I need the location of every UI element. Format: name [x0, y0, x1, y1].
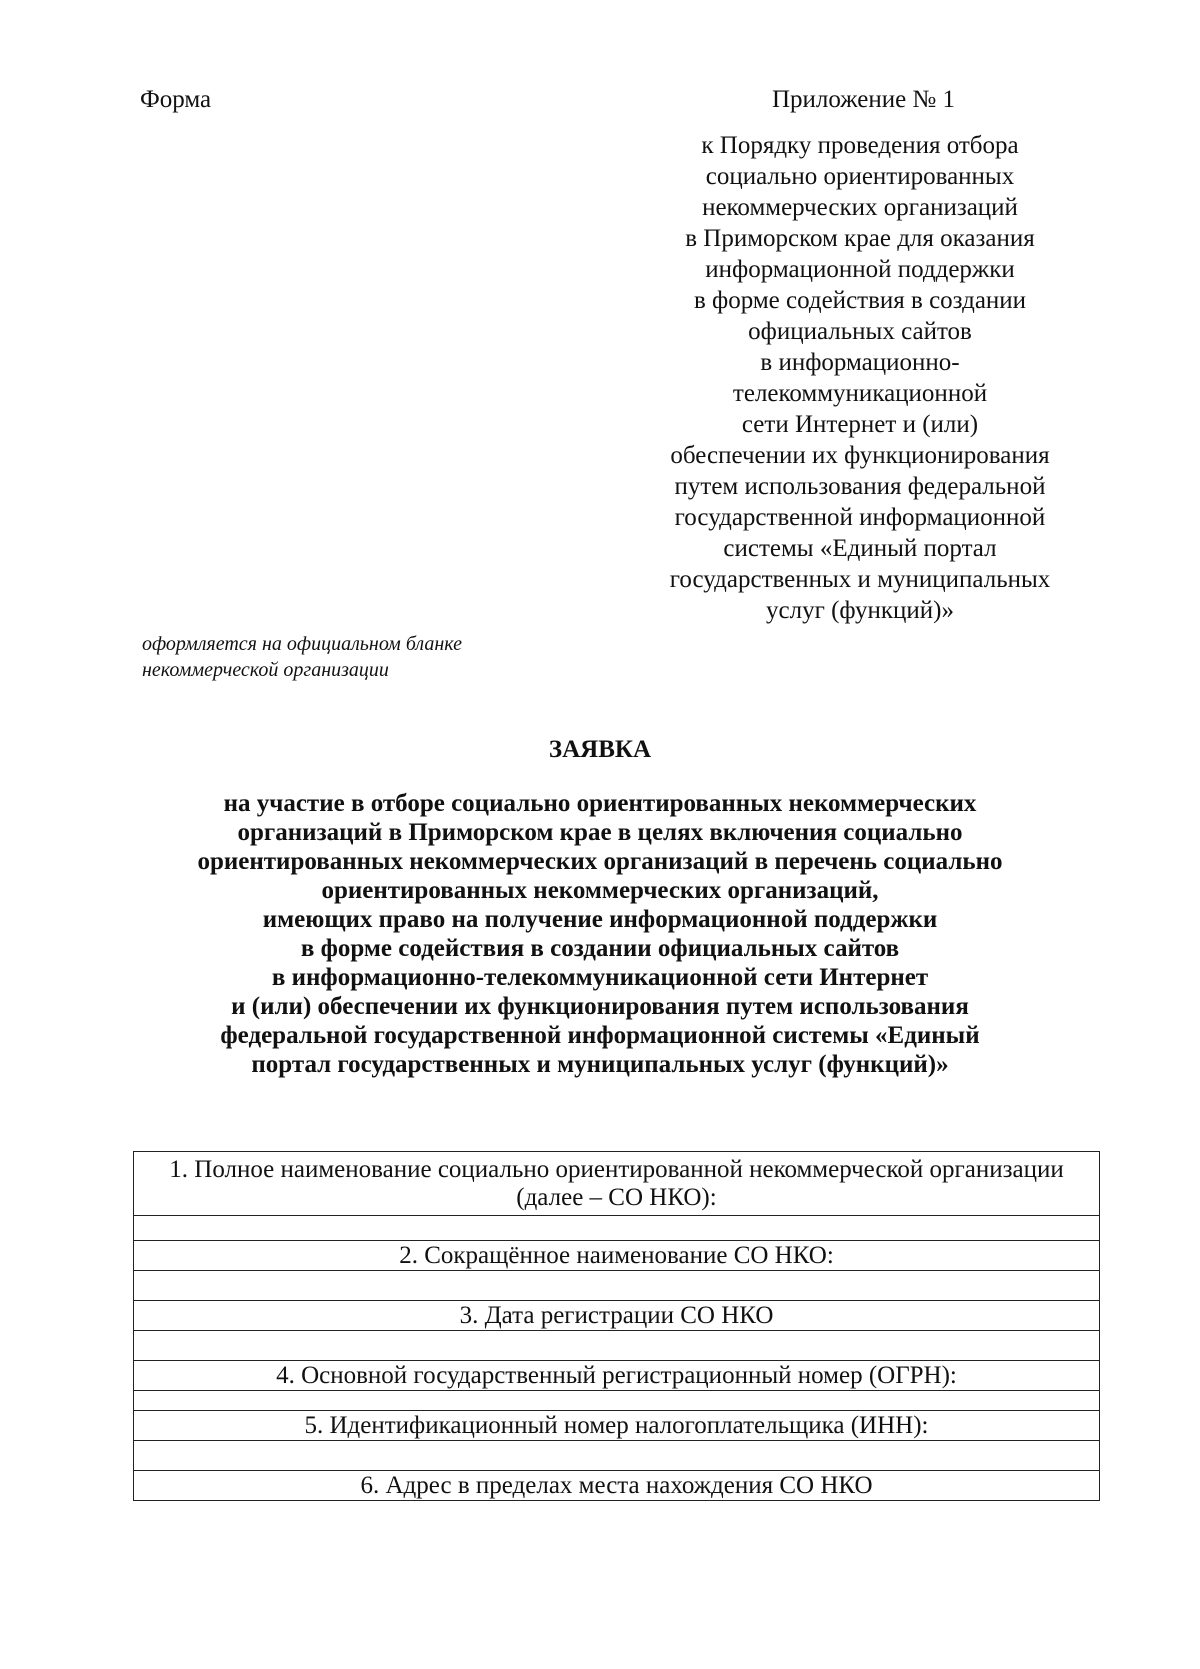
- field-label-full-name: 1. Полное наименование социально ориентированной некоммерческой организации (далее – СО НКО):: [134, 1152, 1100, 1216]
- appendix-line: в информационно-: [760, 349, 960, 376]
- table-row: [134, 1331, 1100, 1361]
- appendix-line: некоммерческих организаций: [702, 194, 1018, 221]
- appendix-line: социально ориентированных: [705, 163, 1015, 190]
- field-label-address: 6. Адрес в пределах места нахождения СО НКО: [134, 1471, 1100, 1501]
- appendix-title: Приложение № 1: [772, 86, 956, 113]
- subtitle-line: имеющих право на получение информационной поддержки: [262, 906, 938, 933]
- blank-note: [142, 631, 642, 683]
- field-value-registration-date[interactable]: [134, 1331, 1100, 1361]
- field-value-ogrn[interactable]: [134, 1391, 1100, 1411]
- appendix-line: официальных сайтов: [748, 318, 972, 345]
- subtitle-line: в форме содействия в создании официальных сайтов: [300, 935, 900, 962]
- field-label-ogrn: 4. Основной государственный регистрационный номер (ОГРН):: [134, 1361, 1100, 1391]
- subtitle-line: в информационно-телекоммуникационной сети Интернет: [271, 964, 929, 991]
- subtitle-line: ориентированных некоммерческих организаций в перечень социально: [197, 848, 1003, 875]
- subtitle-line: организаций в Приморском крае в целях включения социально: [237, 819, 963, 846]
- subtitle-line: федеральной государственной информационной системы «Единый: [220, 1022, 980, 1049]
- table-row: [134, 1441, 1100, 1471]
- table-row: [134, 1216, 1100, 1241]
- field-label-registration-date: 3. Дата регистрации СО НКО: [134, 1301, 1100, 1331]
- appendix-text: [600, 130, 1120, 626]
- appendix-line: информационной поддержки: [705, 256, 1015, 283]
- field-value-full-name[interactable]: [134, 1216, 1100, 1241]
- appendix-line: в Приморском крае для оказания: [685, 225, 1035, 252]
- document-subtitle: [100, 789, 1100, 1079]
- table-row: [134, 1301, 1100, 1331]
- appendix-line: государственной информационной: [674, 504, 1046, 531]
- form-label: Форма: [140, 86, 212, 113]
- appendix-line: услуг (функций)»: [766, 597, 954, 624]
- field-value-inn[interactable]: [134, 1441, 1100, 1471]
- subtitle-line: и (или) обеспечении их функционирования путем использования: [231, 993, 969, 1020]
- field-label-short-name: 2. Сокращённое наименование СО НКО:: [134, 1241, 1100, 1271]
- blank-note-line: некоммерческой организации: [142, 659, 389, 681]
- document-title: ЗАЯВКА: [548, 736, 652, 763]
- appendix-line: в форме содействия в создании: [693, 287, 1027, 314]
- appendix-line: к Порядку проведения отбора: [701, 132, 1019, 159]
- table-row: [134, 1471, 1100, 1501]
- appendix-line: государственных и муниципальных: [669, 566, 1051, 593]
- table-row: [134, 1361, 1100, 1391]
- appendix-line: сети Интернет и (или): [741, 411, 979, 438]
- appendix-line: обеспечении их функционирования: [670, 442, 1050, 469]
- table-row: [134, 1271, 1100, 1301]
- subtitle-line: портал государственных и муниципальных услуг (функций)»: [251, 1051, 949, 1078]
- appendix-line: путем использования федеральной: [674, 473, 1046, 500]
- field-value-short-name[interactable]: [134, 1271, 1100, 1301]
- table-row: [134, 1391, 1100, 1411]
- application-form-table: [133, 1151, 1100, 1501]
- field-label-inn: 5. Идентификационный номер налогоплательщика (ИНН):: [134, 1411, 1100, 1441]
- appendix-line: системы «Единый портал: [723, 535, 997, 562]
- table-row: [134, 1411, 1100, 1441]
- table-row: [134, 1152, 1100, 1216]
- blank-note-line: оформляется на официальном бланке: [142, 633, 462, 655]
- appendix-line: телекоммуникационной: [732, 380, 988, 407]
- table-row: [134, 1241, 1100, 1271]
- subtitle-line: на участие в отборе социально ориентированных некоммерческих: [223, 790, 977, 817]
- subtitle-line: ориентированных некоммерческих организаций,: [321, 877, 879, 904]
